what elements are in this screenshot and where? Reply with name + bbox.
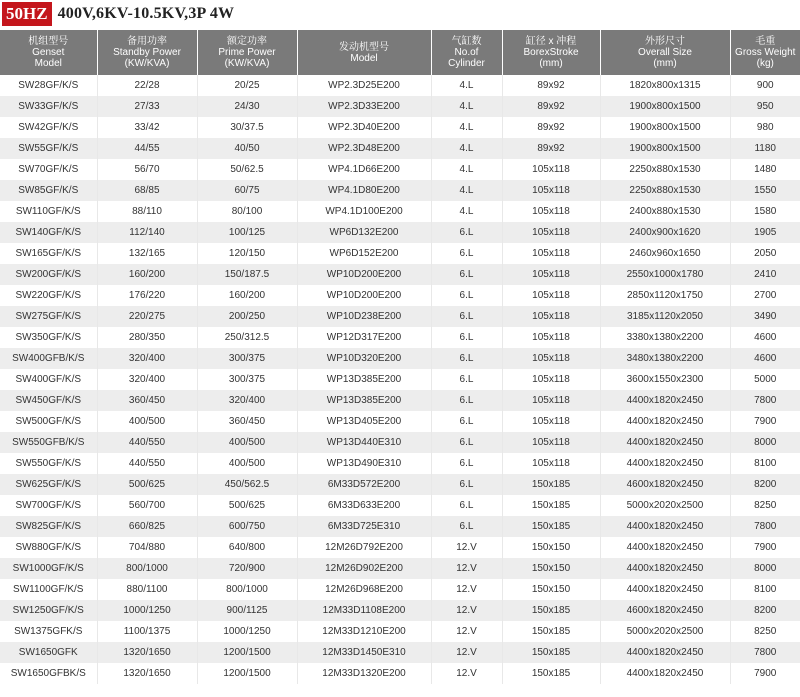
cell-gross-weight: 7900	[730, 537, 800, 558]
cell-standby-power: 88/110	[97, 201, 197, 222]
cell-bore-stroke: 150x185	[502, 474, 600, 495]
cell-standby-power: 280/350	[97, 327, 197, 348]
table-row	[0, 222, 800, 243]
cell-gross-weight: 7900	[730, 663, 800, 684]
column-header-line: BorexStroke	[523, 47, 579, 58]
cell-cylinder-count: 6.L	[431, 369, 502, 390]
cell-cylinder-count: 6.L	[431, 411, 502, 432]
column-header-line: Overall Size	[638, 47, 692, 58]
cell-standby-power: 1100/1375	[97, 621, 197, 642]
table-row	[0, 411, 800, 432]
cell-gross-weight: 7800	[730, 642, 800, 663]
column-header-line: (KW/KVA)	[124, 58, 170, 69]
cell-genset-model: SW85GF/K/S	[0, 180, 97, 201]
cell-overall-size: 3600x1550x2300	[600, 369, 730, 390]
header-row	[0, 30, 800, 75]
cell-overall-size: 5000x2020x2500	[600, 621, 730, 642]
cell-cylinder-count: 6.L	[431, 495, 502, 516]
cell-overall-size: 5000x2020x2500	[600, 495, 730, 516]
cell-gross-weight: 8200	[730, 474, 800, 495]
cell-standby-power: 68/85	[97, 180, 197, 201]
cell-gross-weight: 1480	[730, 159, 800, 180]
cell-prime-power: 1200/1500	[197, 642, 297, 663]
cell-bore-stroke: 105x118	[502, 411, 600, 432]
cell-prime-power: 50/62.5	[197, 159, 297, 180]
cell-gross-weight: 5000	[730, 369, 800, 390]
cell-cylinder-count: 4.L	[431, 117, 502, 138]
cell-bore-stroke: 150x185	[502, 516, 600, 537]
table-row	[0, 369, 800, 390]
column-header-line: 缸径 x 冲程	[525, 36, 577, 47]
cell-bore-stroke: 89x92	[502, 96, 600, 117]
cell-bore-stroke: 150x185	[502, 495, 600, 516]
cell-genset-model: SW33GF/K/S	[0, 96, 97, 117]
table-row	[0, 327, 800, 348]
column-header-line: (mm)	[653, 58, 677, 69]
table-row	[0, 306, 800, 327]
cell-cylinder-count: 12.V	[431, 579, 502, 600]
column-header-line: No.of	[454, 47, 479, 58]
cell-bore-stroke: 105x118	[502, 159, 600, 180]
column-header-line: (mm)	[539, 58, 563, 69]
cell-genset-model: SW42GF/K/S	[0, 117, 97, 138]
column-header-line: (kg)	[756, 58, 774, 69]
column-header-line: Cylinder	[448, 58, 485, 69]
cell-engine-model: WP13D385E200	[297, 369, 431, 390]
column-header-line: 气缸数	[451, 36, 482, 47]
cell-gross-weight: 1905	[730, 222, 800, 243]
cell-genset-model: SW1250GF/K/S	[0, 600, 97, 621]
cell-prime-power: 200/250	[197, 306, 297, 327]
table-row	[0, 537, 800, 558]
cell-standby-power: 132/165	[97, 243, 197, 264]
cell-standby-power: 320/400	[97, 348, 197, 369]
cell-engine-model: WP4.1D80E200	[297, 180, 431, 201]
cell-gross-weight: 7900	[730, 411, 800, 432]
cell-prime-power: 640/800	[197, 537, 297, 558]
cell-standby-power: 440/550	[97, 432, 197, 453]
table-row	[0, 495, 800, 516]
cell-overall-size: 3480x1380x2200	[600, 348, 730, 369]
cell-genset-model: SW500GF/K/S	[0, 411, 97, 432]
cell-cylinder-count: 4.L	[431, 159, 502, 180]
cell-gross-weight: 3490	[730, 306, 800, 327]
cell-bore-stroke: 89x92	[502, 117, 600, 138]
column-header-overall-size	[600, 30, 730, 75]
cell-engine-model: 12M26D968E200	[297, 579, 431, 600]
cell-prime-power: 500/625	[197, 495, 297, 516]
cell-engine-model: WP2.3D33E200	[297, 96, 431, 117]
table-body	[0, 75, 800, 684]
cell-gross-weight: 4600	[730, 348, 800, 369]
column-header-line: Gross Weight	[735, 47, 796, 58]
cell-bore-stroke: 105x118	[502, 453, 600, 474]
cell-cylinder-count: 4.L	[431, 138, 502, 159]
cell-cylinder-count: 6.L	[431, 264, 502, 285]
title-bar	[0, 0, 234, 28]
cell-gross-weight: 2410	[730, 264, 800, 285]
table-row	[0, 117, 800, 138]
cell-gross-weight: 1180	[730, 138, 800, 159]
cell-prime-power: 600/750	[197, 516, 297, 537]
cell-prime-power: 400/500	[197, 432, 297, 453]
cell-standby-power: 27/33	[97, 96, 197, 117]
column-header-genset-model	[0, 30, 97, 75]
cell-overall-size: 2250x880x1530	[600, 180, 730, 201]
cell-overall-size: 2250x880x1530	[600, 159, 730, 180]
cell-genset-model: SW165GF/K/S	[0, 243, 97, 264]
cell-prime-power: 360/450	[197, 411, 297, 432]
table-row	[0, 75, 800, 96]
cell-cylinder-count: 12.V	[431, 558, 502, 579]
cell-genset-model: SW550GFB/K/S	[0, 432, 97, 453]
table-row	[0, 201, 800, 222]
cell-gross-weight: 7800	[730, 390, 800, 411]
table-row	[0, 642, 800, 663]
cell-engine-model: WP4.1D100E200	[297, 201, 431, 222]
cell-genset-model: SW1650GFBK/S	[0, 663, 97, 684]
cell-prime-power: 60/75	[197, 180, 297, 201]
cell-cylinder-count: 6.L	[431, 348, 502, 369]
cell-prime-power: 160/200	[197, 285, 297, 306]
cell-bore-stroke: 105x118	[502, 369, 600, 390]
cell-cylinder-count: 12.V	[431, 621, 502, 642]
cell-overall-size: 4400x1820x2450	[600, 558, 730, 579]
cell-genset-model: SW110GF/K/S	[0, 201, 97, 222]
cell-bore-stroke: 105x118	[502, 264, 600, 285]
cell-genset-model: SW275GF/K/S	[0, 306, 97, 327]
cell-gross-weight: 980	[730, 117, 800, 138]
cell-genset-model: SW1650GFK	[0, 642, 97, 663]
cell-genset-model: SW350GF/K/S	[0, 327, 97, 348]
cell-standby-power: 22/28	[97, 75, 197, 96]
column-header-cylinder-count	[431, 30, 502, 75]
cell-standby-power: 1320/1650	[97, 663, 197, 684]
cell-engine-model: 6M33D725E310	[297, 516, 431, 537]
cell-prime-power: 40/50	[197, 138, 297, 159]
cell-standby-power: 660/825	[97, 516, 197, 537]
cell-engine-model: WP2.3D25E200	[297, 75, 431, 96]
column-header-line: Genset	[32, 47, 65, 58]
table-row	[0, 285, 800, 306]
cell-gross-weight: 900	[730, 75, 800, 96]
table-row	[0, 96, 800, 117]
cell-cylinder-count: 6.L	[431, 516, 502, 537]
column-header-gross-weight	[730, 30, 800, 75]
cell-overall-size: 1900x800x1500	[600, 117, 730, 138]
column-header-prime-power	[197, 30, 297, 75]
cell-gross-weight: 2050	[730, 243, 800, 264]
table-row	[0, 516, 800, 537]
column-header-engine-model	[297, 30, 431, 75]
cell-overall-size: 4600x1820x2450	[600, 600, 730, 621]
cell-cylinder-count: 6.L	[431, 222, 502, 243]
cell-engine-model: 12M33D1450E310	[297, 642, 431, 663]
cell-bore-stroke: 150x185	[502, 663, 600, 684]
cell-bore-stroke: 150x150	[502, 579, 600, 600]
column-header-line: 发动机型号	[339, 41, 389, 53]
cell-gross-weight: 8000	[730, 558, 800, 579]
table-row	[0, 432, 800, 453]
cell-bore-stroke: 105x118	[502, 390, 600, 411]
cell-engine-model: WP13D490E310	[297, 453, 431, 474]
table-row	[0, 621, 800, 642]
cell-bore-stroke: 105x118	[502, 306, 600, 327]
frequency-badge: 50HZ	[2, 2, 52, 26]
cell-standby-power: 1000/1250	[97, 600, 197, 621]
cell-overall-size: 2850x1120x1750	[600, 285, 730, 306]
genset-spec-table	[0, 30, 800, 684]
cell-standby-power: 176/220	[97, 285, 197, 306]
cell-prime-power: 450/562.5	[197, 474, 297, 495]
column-header-line: Model	[34, 58, 62, 69]
cell-overall-size: 4600x1820x2450	[600, 474, 730, 495]
table-row	[0, 348, 800, 369]
cell-genset-model: SW700GF/K/S	[0, 495, 97, 516]
table-row	[0, 159, 800, 180]
cell-gross-weight: 8100	[730, 453, 800, 474]
cell-gross-weight: 8200	[730, 600, 800, 621]
cell-prime-power: 24/30	[197, 96, 297, 117]
cell-bore-stroke: 150x150	[502, 558, 600, 579]
cell-genset-model: SW220GF/K/S	[0, 285, 97, 306]
cell-cylinder-count: 12.V	[431, 663, 502, 684]
cell-overall-size: 2400x880x1530	[600, 201, 730, 222]
cell-engine-model: WP13D385E200	[297, 390, 431, 411]
cell-prime-power: 300/375	[197, 348, 297, 369]
cell-standby-power: 440/550	[97, 453, 197, 474]
cell-genset-model: SW625GF/K/S	[0, 474, 97, 495]
cell-overall-size: 1900x800x1500	[600, 138, 730, 159]
table-row	[0, 180, 800, 201]
cell-bore-stroke: 150x185	[502, 642, 600, 663]
cell-standby-power: 704/880	[97, 537, 197, 558]
cell-bore-stroke: 105x118	[502, 222, 600, 243]
cell-standby-power: 33/42	[97, 117, 197, 138]
cell-engine-model: WP10D238E200	[297, 306, 431, 327]
cell-prime-power: 20/25	[197, 75, 297, 96]
cell-standby-power: 44/55	[97, 138, 197, 159]
cell-engine-model: 6M33D633E200	[297, 495, 431, 516]
cell-overall-size: 2400x900x1620	[600, 222, 730, 243]
column-header-line: 外形尺寸	[645, 36, 685, 47]
cell-overall-size: 4400x1820x2450	[600, 663, 730, 684]
cell-cylinder-count: 4.L	[431, 180, 502, 201]
cell-prime-power: 900/1125	[197, 600, 297, 621]
cell-bore-stroke: 150x150	[502, 537, 600, 558]
cell-genset-model: SW200GF/K/S	[0, 264, 97, 285]
cell-cylinder-count: 12.V	[431, 537, 502, 558]
cell-gross-weight: 8250	[730, 621, 800, 642]
cell-overall-size: 4400x1820x2450	[600, 411, 730, 432]
cell-bore-stroke: 105x118	[502, 201, 600, 222]
cell-engine-model: 12M26D792E200	[297, 537, 431, 558]
cell-standby-power: 880/1100	[97, 579, 197, 600]
cell-genset-model: SW1100GF/K/S	[0, 579, 97, 600]
cell-overall-size: 3185x1120x2050	[600, 306, 730, 327]
cell-genset-model: SW550GF/K/S	[0, 453, 97, 474]
cell-prime-power: 150/187.5	[197, 264, 297, 285]
cell-overall-size: 4400x1820x2450	[600, 537, 730, 558]
cell-overall-size: 3380x1380x2200	[600, 327, 730, 348]
cell-genset-model: SW140GF/K/S	[0, 222, 97, 243]
cell-cylinder-count: 6.L	[431, 453, 502, 474]
column-header-line: 额定功率	[227, 36, 267, 47]
cell-engine-model: 12M33D1108E200	[297, 600, 431, 621]
cell-overall-size: 4400x1820x2450	[600, 579, 730, 600]
column-header-line: 毛重	[755, 36, 776, 47]
column-header-line: Model	[350, 52, 378, 64]
table-row	[0, 474, 800, 495]
cell-standby-power: 220/275	[97, 306, 197, 327]
table-row	[0, 558, 800, 579]
cell-cylinder-count: 4.L	[431, 96, 502, 117]
cell-overall-size: 1900x800x1500	[600, 96, 730, 117]
cell-standby-power: 560/700	[97, 495, 197, 516]
column-header-line: (KW/KVA)	[224, 58, 270, 69]
cell-cylinder-count: 4.L	[431, 75, 502, 96]
cell-engine-model: 12M33D1210E200	[297, 621, 431, 642]
cell-engine-model: WP2.3D48E200	[297, 138, 431, 159]
cell-bore-stroke: 150x185	[502, 621, 600, 642]
cell-engine-model: 6M33D572E200	[297, 474, 431, 495]
cell-prime-power: 800/1000	[197, 579, 297, 600]
cell-prime-power: 120/150	[197, 243, 297, 264]
cell-overall-size: 1820x800x1315	[600, 75, 730, 96]
cell-engine-model: 12M26D902E200	[297, 558, 431, 579]
cell-standby-power: 360/450	[97, 390, 197, 411]
cell-gross-weight: 950	[730, 96, 800, 117]
cell-overall-size: 4400x1820x2450	[600, 390, 730, 411]
cell-gross-weight: 8000	[730, 432, 800, 453]
column-header-line: Standby Power	[113, 47, 181, 58]
cell-genset-model: SW28GF/K/S	[0, 75, 97, 96]
cell-overall-size: 4400x1820x2450	[600, 432, 730, 453]
table-row	[0, 138, 800, 159]
cell-gross-weight: 1550	[730, 180, 800, 201]
cell-engine-model: WP6D152E200	[297, 243, 431, 264]
column-header-line: 机组型号	[28, 36, 69, 47]
cell-cylinder-count: 6.L	[431, 306, 502, 327]
cell-standby-power: 400/500	[97, 411, 197, 432]
cell-cylinder-count: 6.L	[431, 432, 502, 453]
cell-prime-power: 320/400	[197, 390, 297, 411]
cell-genset-model: SW825GF/K/S	[0, 516, 97, 537]
cell-cylinder-count: 6.L	[431, 390, 502, 411]
column-header-standby-power	[97, 30, 197, 75]
cell-prime-power: 30/37.5	[197, 117, 297, 138]
table-row	[0, 264, 800, 285]
cell-prime-power: 100/125	[197, 222, 297, 243]
cell-engine-model: 12M33D1320E200	[297, 663, 431, 684]
cell-prime-power: 250/312.5	[197, 327, 297, 348]
cell-genset-model: SW1375GFK/S	[0, 621, 97, 642]
cell-engine-model: WP10D320E200	[297, 348, 431, 369]
cell-engine-model: WP2.3D40E200	[297, 117, 431, 138]
cell-cylinder-count: 6.L	[431, 474, 502, 495]
cell-standby-power: 500/625	[97, 474, 197, 495]
cell-gross-weight: 7800	[730, 516, 800, 537]
cell-standby-power: 1320/1650	[97, 642, 197, 663]
cell-overall-size: 4400x1820x2450	[600, 642, 730, 663]
table-row	[0, 663, 800, 684]
cell-bore-stroke: 105x118	[502, 348, 600, 369]
cell-bore-stroke: 105x118	[502, 432, 600, 453]
cell-engine-model: WP12D317E200	[297, 327, 431, 348]
cell-genset-model: SW450GF/K/S	[0, 390, 97, 411]
cell-cylinder-count: 4.L	[431, 201, 502, 222]
cell-engine-model: WP13D440E310	[297, 432, 431, 453]
column-header-line: Prime Power	[218, 47, 276, 58]
cell-bore-stroke: 150x185	[502, 600, 600, 621]
cell-overall-size: 2460x960x1650	[600, 243, 730, 264]
table-row	[0, 600, 800, 621]
cell-standby-power: 800/1000	[97, 558, 197, 579]
cell-genset-model: SW880GF/K/S	[0, 537, 97, 558]
cell-gross-weight: 1580	[730, 201, 800, 222]
cell-gross-weight: 4600	[730, 327, 800, 348]
cell-overall-size: 4400x1820x2450	[600, 516, 730, 537]
cell-engine-model: WP13D405E200	[297, 411, 431, 432]
cell-prime-power: 1200/1500	[197, 663, 297, 684]
cell-cylinder-count: 6.L	[431, 285, 502, 306]
cell-bore-stroke: 89x92	[502, 138, 600, 159]
cell-standby-power: 56/70	[97, 159, 197, 180]
cell-genset-model: SW55GF/K/S	[0, 138, 97, 159]
cell-standby-power: 160/200	[97, 264, 197, 285]
table-header	[0, 30, 800, 75]
cell-prime-power: 400/500	[197, 453, 297, 474]
table-row	[0, 453, 800, 474]
cell-gross-weight: 8100	[730, 579, 800, 600]
cell-gross-weight: 2700	[730, 285, 800, 306]
cell-cylinder-count: 12.V	[431, 642, 502, 663]
cell-genset-model: SW1000GF/K/S	[0, 558, 97, 579]
cell-prime-power: 1000/1250	[197, 621, 297, 642]
cell-engine-model: WP10D200E200	[297, 264, 431, 285]
cell-bore-stroke: 105x118	[502, 243, 600, 264]
cell-engine-model: WP10D200E200	[297, 285, 431, 306]
table-row	[0, 243, 800, 264]
cell-prime-power: 300/375	[197, 369, 297, 390]
cell-bore-stroke: 89x92	[502, 75, 600, 96]
cell-bore-stroke: 105x118	[502, 180, 600, 201]
column-header-bore-stroke	[502, 30, 600, 75]
cell-genset-model: SW400GF/K/S	[0, 369, 97, 390]
cell-genset-model: SW70GF/K/S	[0, 159, 97, 180]
cell-cylinder-count: 6.L	[431, 327, 502, 348]
cell-standby-power: 112/140	[97, 222, 197, 243]
cell-engine-model: WP4.1D66E200	[297, 159, 431, 180]
cell-bore-stroke: 105x118	[502, 327, 600, 348]
cell-overall-size: 2550x1000x1780	[600, 264, 730, 285]
cell-prime-power: 80/100	[197, 201, 297, 222]
cell-bore-stroke: 105x118	[502, 285, 600, 306]
cell-prime-power: 720/900	[197, 558, 297, 579]
cell-gross-weight: 8250	[730, 495, 800, 516]
cell-cylinder-count: 12.V	[431, 600, 502, 621]
cell-overall-size: 4400x1820x2450	[600, 453, 730, 474]
cell-standby-power: 320/400	[97, 369, 197, 390]
cell-genset-model: SW400GFB/K/S	[0, 348, 97, 369]
table-row	[0, 579, 800, 600]
table-row	[0, 390, 800, 411]
cell-cylinder-count: 6.L	[431, 243, 502, 264]
cell-engine-model: WP6D132E200	[297, 222, 431, 243]
page-title: 400V,6KV-10.5KV,3P 4W	[57, 5, 235, 22]
column-header-line: 备用功率	[127, 36, 167, 47]
